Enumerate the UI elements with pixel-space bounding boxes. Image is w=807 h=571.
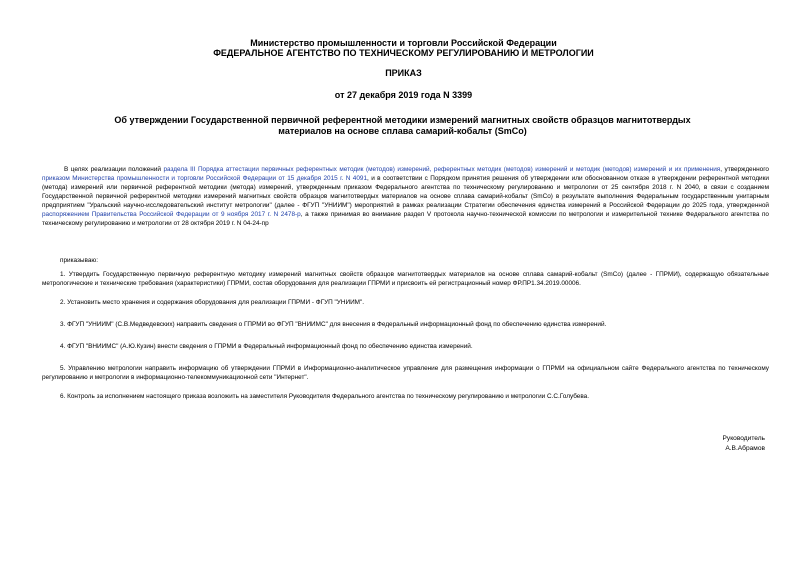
link-government-decree[interactable]: распоряжением Правительства Российской Федерации от 9 ноября 2017 г. N 2478-р bbox=[42, 211, 301, 218]
list-item: 4. ФГУП "ВНИИМС" (А.Ю.Кузин) внести сведения о ГПРМИ в Федеральный информационный фонд по обеспечению единства измерений. bbox=[60, 343, 473, 350]
document-title: Об утверждении Государственной первичной референтной методики измерений магнитных свойств образцов магнитотвердых материалов на основе сплава самарий-кобальт (SmCo) bbox=[114, 115, 691, 136]
list-item: 1. Утвердить Государственную первичную референтную методику измерений магнитных свойств образцов магнитотвердых материалов на основе сплава самарий-кобальт (SmCo) (далее - ГПРМИ), содержащую обязательные метрологические и технические требования (характеристики) ГПРМИ, состав оборудования для реализации ГПРМИ и присвоить ей регистрационный номер ФР.ПР1.34.2019.00006. bbox=[42, 271, 769, 287]
preamble-text-1: В целях реализации положений bbox=[64, 166, 164, 173]
list-item: 6. Контроль за исполнением настоящего приказа возложить на заместителя Руководителя Федерального агентства по техническому регулированию и метрологии С.С.Голубева. bbox=[60, 393, 590, 400]
signature-position: Руководитель bbox=[722, 435, 765, 442]
preamble-text-4: , а также принимая во внимание раздел V протокола научно-технической комиссии по метрологии и измерительной технике Федерального агентства по техническому регулированию и метрологии от 28 октября 2019 г. N 04-24-пр bbox=[42, 211, 769, 227]
preamble-text-3: , и в соответствии с Порядком принятия решения об утверждении или обоснованном отказе в утверждении референтной методики (метода) измерений или первичной референтной методики (метода) измерений, утвержденным приказом Федерального агентства по техническому регулированию и метрологии от 25 сентября 2018 г. N 2040, в связи с созданием Государственной первичной референтной методики измерений магнитных свойств образцов магнитотвердых материалов на основе сплава самарий-кобальт (SmCo) в результате выполнения Федеральным государственным унитарным предприятием "Уральский научно-исследовательский институт метрологии" (далее - ФГУП "УНИИМ") мероприятий в рамках реализации Стратегии обеспечения единства измерений в Российской Федерации до 2025 года, утвержденной bbox=[42, 175, 769, 209]
link-ministry-order[interactable]: приказом Министерства промышленности и торговли Российской Федерации от 15 декабря 2015 г. N 4091 bbox=[42, 175, 368, 182]
preamble-paragraph bbox=[42, 165, 769, 228]
document-date: от 27 декабря 2019 года N 3399 bbox=[334, 90, 473, 100]
ministry-name: Министерство промышленности и торговли Российской Федерации bbox=[250, 38, 557, 48]
preamble-text-2: , утвержденного bbox=[720, 166, 769, 173]
list-item: 5. Управлению метрологии направить информацию об утверждении ГПРМИ в Информационно-аналитическое управление для размещения информации о ГПРМИ на официальном сайте Федерального агентства по техническому регулированию и метрологии в информационно-телекоммуникационной сети "Интернет". bbox=[42, 365, 769, 381]
order-word: приказываю: bbox=[60, 257, 98, 264]
link-order-section-3[interactable]: раздела III Порядка аттестации первичных референтных методик (методов) измерений, референтных методик (методов) измерений и методик (методов) измерений и их применения bbox=[163, 166, 721, 173]
signature-name: А.В.Абрамов bbox=[725, 445, 765, 452]
list-item: 2. Установить место хранения и содержания оборудования для реализации ГПРМИ - ФГУП "УНИИМ". bbox=[60, 299, 365, 306]
document-type: ПРИКАЗ bbox=[385, 68, 422, 78]
agency-name: ФЕДЕРАЛЬНОЕ АГЕНТСТВО ПО ТЕХНИЧЕСКОМУ РЕГУЛИРОВАНИЮ И МЕТРОЛОГИИ bbox=[213, 48, 594, 58]
list-item: 3. ФГУП "УНИИМ" (С.В.Медведевских) направить сведения о ГПРМИ во ФГУП "ВНИИМС" для внесения в Федеральный информационный фонд по обеспечению единства измерений. bbox=[60, 321, 607, 328]
